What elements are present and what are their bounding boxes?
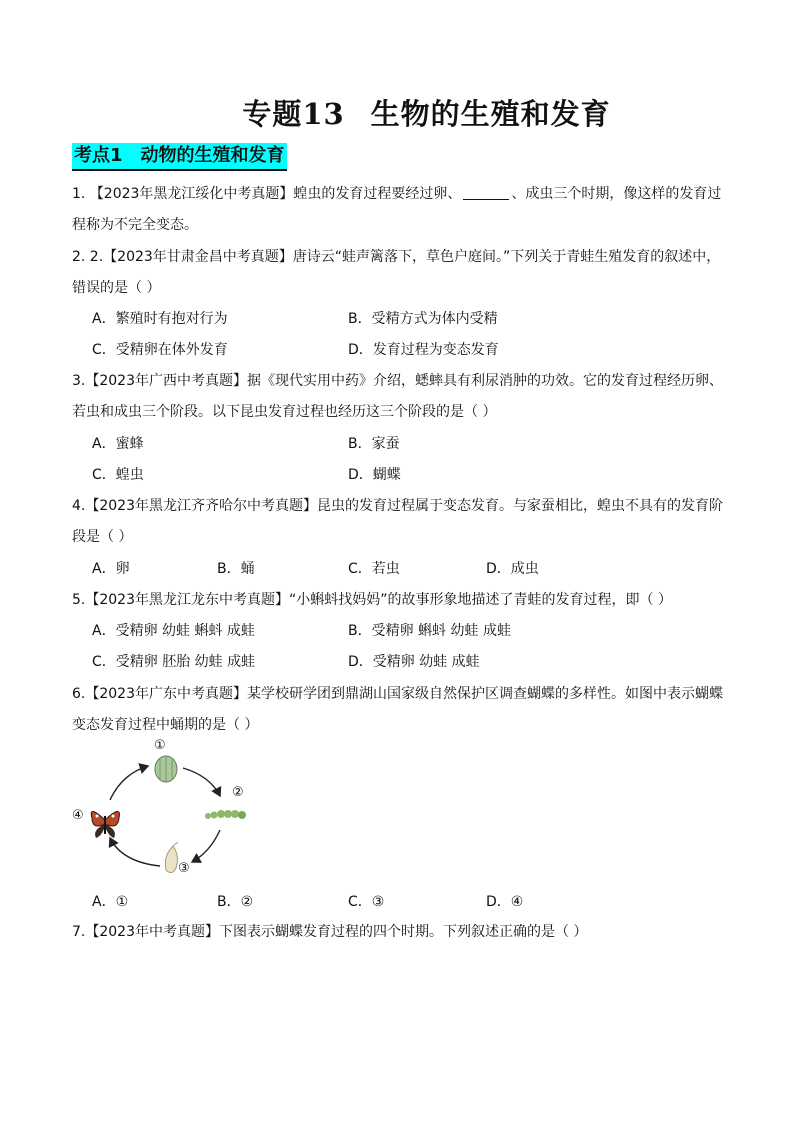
q5-option-c: C．受精卵 胚胎 幼蛙 成蛙 [92,654,256,670]
arrow-larva-to-pupa [192,830,220,862]
egg-icon [155,756,177,782]
question-2-options-row-1 [92,309,498,329]
title-name: 生物的生殖和发育 [370,97,611,131]
question-4-options [92,559,539,579]
question-2-options-row-2 [92,340,499,360]
arrow-adult-to-egg [110,766,148,800]
q5-option-d: D．受精卵 幼蛙 成蛙 [348,654,480,670]
section-point: 考点1 [74,145,123,166]
question-3-line-2: 若虫和成虫三个阶段。以下昆虫发育过程也经历这三个阶段的是（ ） [72,404,497,420]
question-3-options-row-1 [92,434,400,454]
question-2-line-1: 2. 2.【2023年甘肃金昌中考真题】唐诗云“蛙声篱落下，草色户庭间。”下列关于青蛙生殖发育的叙述中， [72,249,721,265]
q4-option-d: D．成虫 [486,561,539,577]
question-1-line-1 [72,184,732,204]
question-4-line-2: 段是（ ） [72,529,133,545]
q4-option-c: C．若虫 [348,561,400,577]
butterfly-icon [91,811,119,838]
arrow-pupa-to-adult [110,838,160,866]
q4-option-a: A．卵 [92,561,130,577]
question-4-line-1: 4.【2023年黑龙江齐齐哈尔中考真题】昆虫的发育过程属于变态发育。与家蚕相比，蝗虫不具有的发育阶 [72,498,723,514]
label-stage-1: ① [154,738,166,753]
q1-text-a: 1. 【2023年黑龙江绥化中考真题】蝗虫的发育过程要经过卵、 [72,186,462,202]
question-5-options-row-2 [92,652,480,672]
q3-option-b: B．家蚕 [348,436,400,452]
title-topic: 专题13 [242,97,345,131]
question-5-options-row-1 [92,621,511,641]
section-heading [72,143,287,171]
question-6-options [92,892,523,912]
q3-option-a: A．蜜蜂 [92,436,144,452]
life-cycle-graphic [70,738,260,883]
q5-option-a: A．受精卵 幼蛙 蝌蚪 成蛙 [92,623,255,639]
q2-option-b: B．受精方式为体内受精 [348,311,498,327]
question-6-line-2: 变态发育过程中蛹期的是（ ） [72,717,259,733]
q1-text-b: 、成虫三个时期，像这样的发育过 [511,186,722,202]
q2-option-c: C．受精卵在体外发育 [92,342,228,358]
q2-option-a: A．繁殖时有抱对行为 [92,311,228,327]
q3-option-c: C．蝗虫 [92,467,144,483]
answer-blank [463,185,509,200]
question-1-line-2: 程称为不完全变态。 [72,217,198,233]
label-stage-2: ② [232,785,244,800]
q6-option-b: B．② [217,894,254,910]
q2-option-d: D．发育过程为变态发育 [348,342,499,358]
butterfly-life-cycle-diagram [70,738,260,883]
label-stage-4: ④ [72,808,84,823]
q5-option-b: B．受精卵 蝌蚪 幼蛙 成蛙 [348,623,511,639]
question-2-line-2: 错误的是（ ） [72,280,161,296]
pupa-icon [165,842,178,873]
q6-option-a: A．① [92,894,129,910]
page-title [0,92,793,133]
label-stage-3: ③ [178,861,190,876]
question-3-options-row-2 [92,465,401,485]
q6-option-c: C．③ [348,894,385,910]
question-6-line-1: 6.【2023年广东中考真题】某学校研学团到鼎湖山国家级自然保护区调查蝴蝶的多样性。如图中表示蝴蝶 [72,686,723,702]
question-3-line-1: 3.【2023年广西中考真题】据《现代实用中药》介绍，蟋蟀具有利尿消肿的功效。它的发育过程经历卵、 [72,373,723,389]
q6-option-d: D．④ [486,894,524,910]
section-name: 动物的生殖和发育 [140,145,285,166]
arrow-egg-to-larva [183,768,220,796]
q3-option-d: D．蝴蝶 [348,467,401,483]
question-5-line-1: 5.【2023年黑龙江龙东中考真题】“小蝌蚪找妈妈”的故事形象地描述了青蛙的发育过程，即（ ） [72,592,672,608]
caterpillar-icon [205,810,246,819]
q4-option-b: B．蛹 [217,561,255,577]
question-7-line-1: 7.【2023年中考真题】下图表示蝴蝶发育过程的四个时期。下列叙述正确的是（ ） [72,924,588,940]
